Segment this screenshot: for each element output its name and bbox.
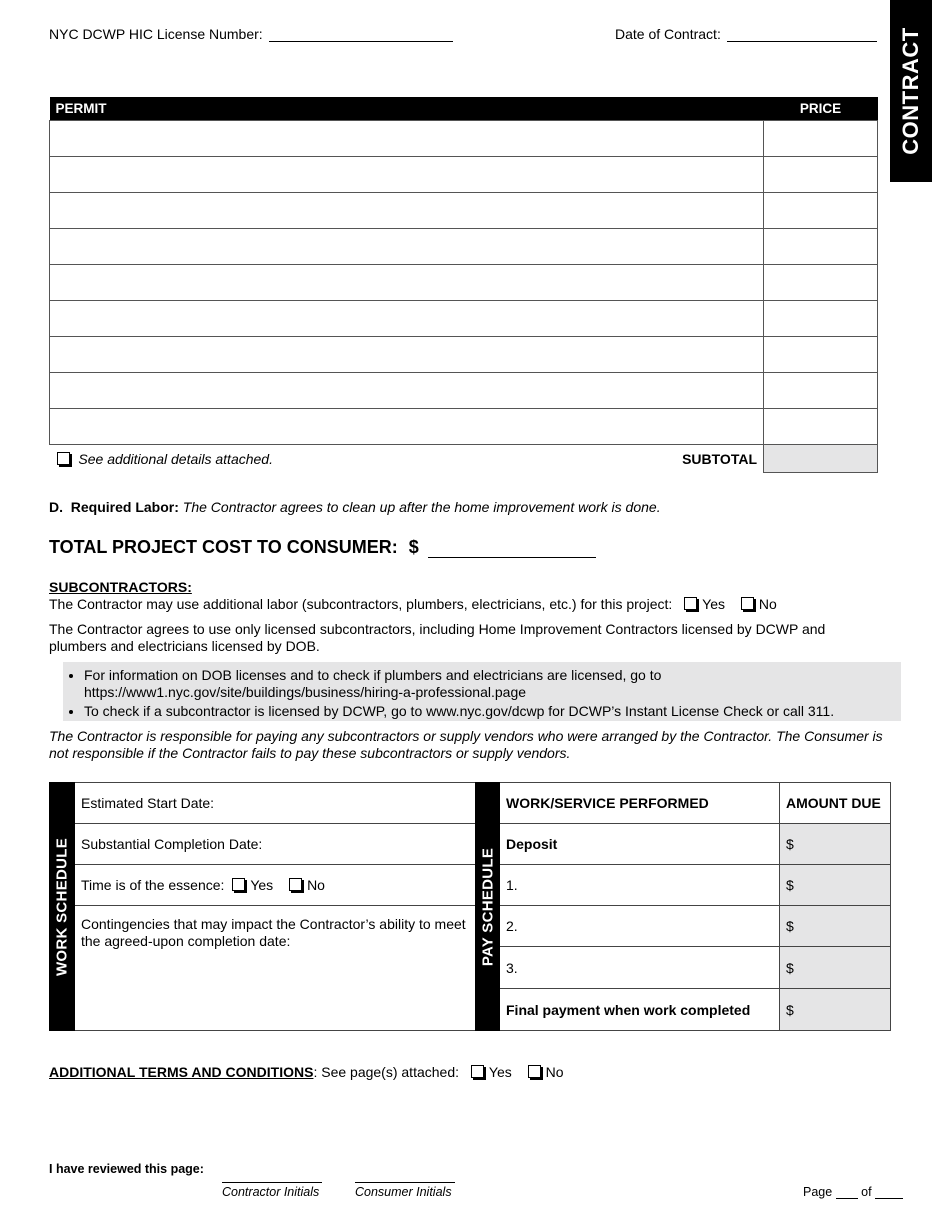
- permit-cell[interactable]: [50, 409, 764, 445]
- permit-cell[interactable]: [50, 301, 764, 337]
- pay-row-amount[interactable]: $: [780, 824, 891, 865]
- subcontractors-no-label: No: [758, 596, 777, 612]
- start-date-cell[interactable]: [75, 783, 476, 824]
- contingencies-cell[interactable]: [75, 906, 476, 1031]
- pay-row-amount[interactable]: $: [780, 947, 891, 989]
- subcontractors-heading: SUBCONTRACTORS:: [49, 579, 192, 595]
- pay-row: [476, 865, 891, 906]
- pay-row-label: 3.: [500, 947, 780, 989]
- license-number-label: NYC DCWP HIC License Number:: [49, 26, 263, 42]
- pay-schedule-band: [476, 783, 500, 1031]
- price-cell[interactable]: [764, 157, 878, 193]
- price-cell[interactable]: [764, 337, 878, 373]
- terms-no-label: No: [545, 1064, 564, 1080]
- permit-cell[interactable]: [50, 157, 764, 193]
- labor-text: The Contractor agrees to clean up after the home improvement work is done.: [182, 499, 661, 515]
- contract-side-tab: [890, 0, 932, 182]
- dob-bullet-link[interactable]: https://www1.nyc.gov/site/buildings/business/hiring-a-professional.page: [84, 683, 527, 700]
- total-cost-line[interactable]: [428, 557, 596, 558]
- payment-responsibility-note: The Contractor is responsible for paying any subcontractors or supply vendors who were arranged by the Contractor. The Consumer is not responsible if the Contractor fails to pay these subcontractors or supply vendors.: [49, 728, 883, 761]
- essence-no-checkbox[interactable]: [289, 878, 302, 891]
- permit-cell[interactable]: [50, 373, 764, 409]
- contract-date-line[interactable]: [727, 41, 877, 42]
- reviewed-label: I have reviewed this page:: [49, 1162, 204, 1176]
- price-cell[interactable]: [764, 301, 878, 337]
- subcontractors-question: The Contractor may use additional labor (subcontractors, plumbers, electricians, etc.) for this project:: [49, 596, 673, 612]
- price-cell[interactable]: [764, 121, 878, 157]
- license-number-field[interactable]: [49, 26, 453, 42]
- pay-row: [476, 989, 891, 1031]
- permit-cell[interactable]: [50, 193, 764, 229]
- price-cell[interactable]: [764, 265, 878, 301]
- contractor-initials-label: Contractor Initials: [222, 1185, 320, 1199]
- consumer-initials-label: Consumer Initials: [355, 1185, 452, 1199]
- subtotal-label: SUBTOTAL: [682, 450, 757, 467]
- price-cell[interactable]: [764, 193, 878, 229]
- pay-row-label: 2.: [500, 906, 780, 947]
- page-total-line[interactable]: [875, 1198, 903, 1199]
- side-tab-label: CONTRACT: [898, 27, 923, 155]
- subtotal-cell[interactable]: [764, 445, 878, 473]
- permit-table: [49, 97, 878, 473]
- essence-no-label: No: [307, 877, 325, 893]
- permit-column-header: PERMIT: [50, 97, 764, 121]
- price-column-header: PRICE: [764, 97, 878, 121]
- terms-no-checkbox[interactable]: [528, 1065, 541, 1078]
- terms-yes-label: Yes: [488, 1064, 512, 1080]
- page-of-label: of: [861, 1185, 872, 1199]
- pay-row-label: Deposit: [500, 824, 780, 865]
- subcontractors-section: [49, 579, 899, 655]
- pay-row: [476, 824, 891, 865]
- license-info-box: [63, 662, 901, 721]
- price-cell[interactable]: [764, 409, 878, 445]
- permit-row: [50, 337, 878, 373]
- permit-row: [50, 229, 878, 265]
- pay-row: [476, 947, 891, 989]
- consumer-initials-field[interactable]: [355, 1182, 455, 1199]
- time-essence-label: Time is of the essence:: [81, 877, 225, 893]
- permit-row: [50, 265, 878, 301]
- work-schedule-band: [50, 783, 75, 1031]
- pay-row-amount[interactable]: $: [780, 865, 891, 906]
- subcontractors-agreement: The Contractor agrees to use only licensed subcontractors, including Home Improvement Contractors licensed by DCWP and plumbers and electricians licensed by DOB.: [49, 621, 826, 654]
- pay-row: [476, 906, 891, 947]
- time-essence-cell: [75, 865, 476, 906]
- pay-row-amount[interactable]: $: [780, 906, 891, 947]
- page-number-line[interactable]: [836, 1198, 858, 1199]
- pay-row-label: 1.: [500, 865, 780, 906]
- subtotal-row: [50, 445, 878, 473]
- total-cost-label: TOTAL PROJECT COST TO CONSUMER:: [49, 537, 398, 557]
- total-cost-field[interactable]: [49, 537, 596, 558]
- amount-due-column-header: AMOUNT DUE: [780, 783, 891, 824]
- completion-date-cell[interactable]: [75, 824, 476, 865]
- work-schedule-table: [49, 782, 476, 1031]
- dob-bullet-line1: For information on DOB licenses and to check if plumbers and electricians are licensed, go to: [84, 667, 662, 683]
- pay-schedule-band-label: PAY SCHEDULE: [479, 847, 496, 966]
- permit-cell[interactable]: [50, 121, 764, 157]
- contractor-initials-field[interactable]: [222, 1182, 322, 1199]
- work-service-column-header: WORK/SERVICE PERFORMED: [500, 783, 780, 824]
- permit-row: [50, 157, 878, 193]
- total-currency: $: [408, 537, 419, 557]
- license-number-line[interactable]: [269, 41, 453, 42]
- permit-row: [50, 301, 878, 337]
- contract-date-label: Date of Contract:: [615, 26, 721, 42]
- subcontractors-no-checkbox[interactable]: [741, 597, 754, 610]
- essence-yes-checkbox[interactable]: [232, 878, 245, 891]
- start-date-label: Estimated Start Date:: [81, 795, 215, 811]
- terms-yes-checkbox[interactable]: [471, 1065, 484, 1078]
- permit-row: [50, 121, 878, 157]
- contract-date-field[interactable]: [615, 26, 877, 42]
- attached-details-note: See additional details attached.: [78, 450, 273, 467]
- permit-row: [50, 373, 878, 409]
- labor-prefix: D.: [49, 499, 63, 515]
- subcontractors-yes-checkbox[interactable]: [684, 597, 697, 610]
- required-labor-clause: [49, 499, 661, 515]
- price-cell[interactable]: [764, 229, 878, 265]
- additional-terms-row: [49, 1064, 564, 1080]
- subcontractors-yes-label: Yes: [702, 596, 726, 612]
- permit-row: [50, 409, 878, 445]
- pay-schedule-table: [475, 782, 891, 1031]
- price-cell[interactable]: [764, 373, 878, 409]
- pay-row-amount[interactable]: $: [780, 989, 891, 1031]
- attached-details-checkbox[interactable]: [57, 452, 70, 465]
- contingencies-label: Contingencies that may impact the Contractor’s ability to meet the agreed-upon completion date:: [81, 916, 466, 949]
- additional-terms-text: : See page(s) attached:: [313, 1064, 459, 1080]
- permit-table-header: [50, 97, 878, 121]
- permit-cell[interactable]: [50, 265, 764, 301]
- additional-terms-heading: ADDITIONAL TERMS AND CONDITIONS: [49, 1064, 314, 1080]
- dob-license-bullet: [84, 667, 901, 700]
- essence-yes-label: Yes: [250, 877, 274, 893]
- dcwp-license-bullet: • To check if a subcontractor is licensed by DCWP, go to www.nyc.gov/dcwp for DCWP’s Instant License Check or call 311.: [84, 703, 901, 720]
- subcontractors-question-row: [49, 596, 899, 613]
- pay-row-label: Final payment when work completed: [500, 989, 780, 1031]
- page-label: Page: [803, 1185, 833, 1199]
- permit-row: [50, 193, 878, 229]
- permit-cell[interactable]: [50, 229, 764, 265]
- page-number: [803, 1185, 903, 1199]
- work-schedule-band-label: WORK SCHEDULE: [53, 837, 71, 976]
- permit-cell[interactable]: [50, 337, 764, 373]
- completion-date-label: Substantial Completion Date:: [81, 836, 263, 852]
- labor-label: Required Labor:: [70, 499, 179, 515]
